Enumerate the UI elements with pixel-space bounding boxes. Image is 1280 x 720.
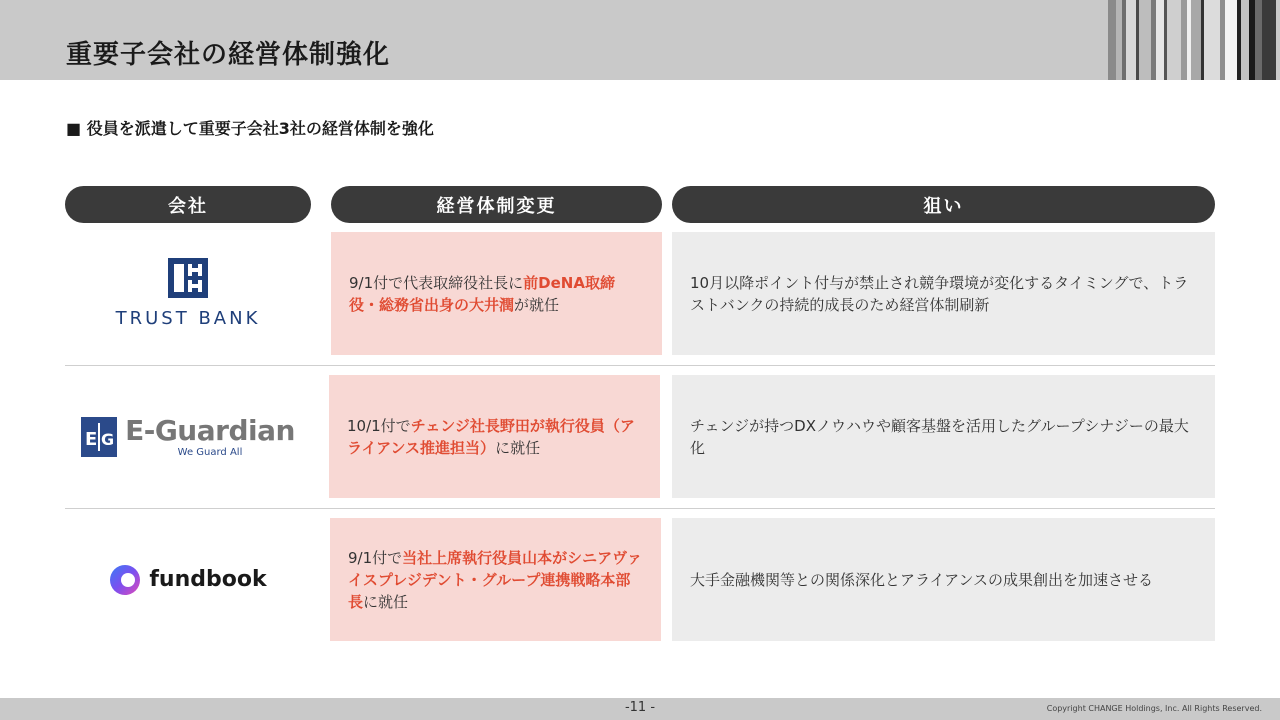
fundbook-logo-text: fundbook (149, 567, 267, 592)
column-header-company: 会社 (65, 186, 311, 223)
aim-cell-trustbank (672, 232, 1215, 355)
page-number: -11 - (624, 700, 656, 715)
change-text: が就任 (514, 295, 560, 314)
row-divider (65, 365, 1215, 366)
header-barcode-decoration (1108, 0, 1280, 80)
change-highlight: チェンジ社長野田が執行役員（アライアンス推進担当） (347, 416, 635, 457)
aim-text: チェンジが持つDXノウハウや顧客基盤を活用したグループシナジーの最大化 (690, 416, 1189, 457)
change-highlight: 当社上席執行役員山本がシニアヴァイスプレジデント・グループ連携戦略本部長 (348, 548, 643, 611)
fundbook-logo-icon (109, 564, 141, 596)
trustbank-logo-icon (168, 258, 208, 298)
eguardian-logo-icon (81, 417, 117, 457)
change-highlight: 前DeNA取締役・総務省出身の大井潤 (349, 273, 615, 314)
change-cell-trustbank (331, 232, 662, 355)
trustbank-logo-text: TRUST BANK (115, 308, 261, 329)
copyright-text: Copyright CHANGE Holdings, Inc. All Rights Reserved. (1046, 704, 1262, 713)
column-header-change: 経営体制変更 (331, 186, 662, 223)
change-text: 9/1付で (348, 548, 403, 567)
change-text: に就任 (495, 438, 541, 457)
change-text: に就任 (363, 592, 409, 611)
svg-text:E: E (85, 428, 98, 450)
aim-cell-eguardian (672, 375, 1215, 498)
aim-text: 10月以降ポイント付与が禁止され競争環境が変化するタイミングで、トラストバンクの持続的成長のため経営体制刷新 (690, 273, 1189, 314)
eguardian-tagline: We Guard All (177, 446, 243, 458)
change-cell-eguardian (329, 375, 660, 498)
svg-text:G: G (101, 429, 115, 449)
row-divider (65, 508, 1215, 509)
page-title: 重要子会社の経営体制強化 (66, 40, 391, 70)
fundbook-logo (65, 518, 311, 641)
aim-cell-fundbook (672, 518, 1215, 641)
column-header-aim: 狙い (672, 186, 1215, 223)
aim-text: 大手金融機関等との関係深化とアライアンスの成果創出を加速させる (690, 570, 1154, 589)
section-subtitle: ■ 役員を派遣して重要子会社3社の経営体制を強化 (66, 119, 434, 138)
eguardian-logo (65, 375, 311, 498)
eguardian-logo-text: E-Guardian (125, 413, 295, 447)
change-text: 10/1付で (347, 416, 411, 435)
change-text: 9/1付で代表取締役社長に (349, 273, 524, 292)
trustbank-logo (65, 232, 311, 355)
change-cell-fundbook (330, 518, 661, 641)
